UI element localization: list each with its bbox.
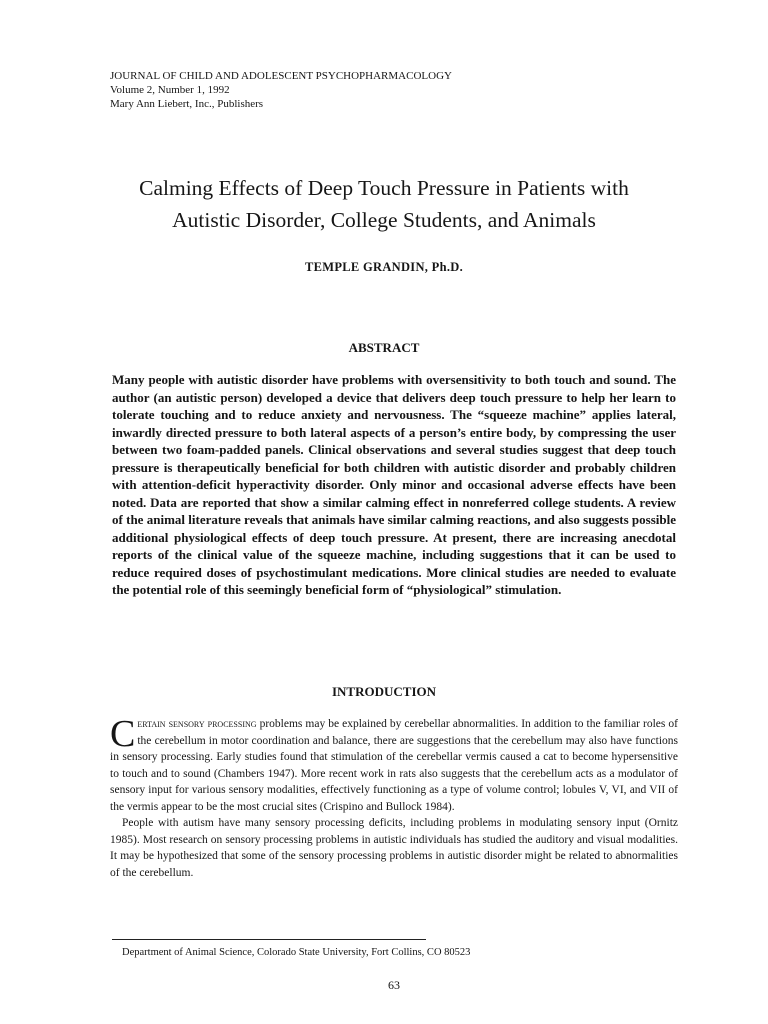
lead-small-caps: ertain sensory processing — [137, 718, 257, 730]
article-title-line1: Calming Effects of Deep Touch Pressure in Patients with — [139, 176, 629, 200]
journal-header — [110, 69, 452, 111]
footnote-rule — [112, 939, 426, 940]
affiliation-footnote: Department of Animal Science, Colorado State University, Fort Collins, CO 80523 — [122, 947, 471, 958]
paragraph-1-text: problems may be explained by cerebellar abnormalities. In addition to the familiar roles of the cerebellum in motor coordination and balance, there are suggestions that the cerebellum may also have functions in sensory processing. Early studies found that stimulation of the cerebellar vermis caused a cat to become hypersensitive to touch and to sound (Chambers 1947). More recent work in rats also suggests that the cerebellum acts as a modulator of sensory input for various sensory modalities, effectively functioning as a type of volume control; lobules V, VI, and VII of the vermis appear to be the most crucial sites (Crispino and Bullock 1984). — [110, 718, 678, 813]
article-title-line2: Autistic Disorder, College Students, and Animals — [172, 208, 596, 232]
introduction-body — [110, 713, 678, 881]
article-title — [80, 172, 688, 236]
introduction-heading: INTRODUCTION — [331, 684, 436, 699]
introduction-paragraph-2: People with autism have many sensory processing deficits, including problems in modulating sensory input (Ornitz 1985). Most research on sensory processing problems in autistic individuals has studied the auditory and visual modalities. It may be hypothesized that some of the sensory processing problems in autistic disorder might be related to abnormalities of the cerebellum. — [110, 817, 678, 879]
drop-cap: C — [110, 713, 136, 755]
page-number: 63 — [388, 978, 400, 992]
journal-publisher: Mary Ann Liebert, Inc., Publishers — [110, 98, 264, 110]
journal-name: JOURNAL OF CHILD AND ADOLESCENT PSYCHOPHARMACOLOGY — [110, 70, 452, 82]
abstract-text: Many people with autistic disorder have problems with oversensitivity to both touch and sound. The author (an autistic person) developed a device that delivers deep touch pressure to help her learn to tolerate touching and to reduce anxiety and nervousness. The “squeeze machine” applies lateral, inwardly directed pressure to both lateral aspects of a person’s entire body, by compressing the user between two foam-padded panels. Clinical observations and several studies suggest that deep touch pressure is therapeutically beneficial for both children with autistic disorder and probably children with attention-deficit hyperactivity disorder. Only minor and occasional adverse effects have been noted. Data are reported that show a similar calming effect in nonreferred college students. A review of the animal literature reveals that animals have similar calming reactions, and also suggests possible additional physiological effects of deep touch pressure. At present, there are increasing anecdotal reports of the clinical value of the squeeze machine, including suggestions that it can be used to reduce required doses of psychostimulant medications. More clinical studies are needed to evaluate the potential role of this seemingly beneficial form of “physiological” stimulation. — [112, 372, 676, 597]
journal-volume: Volume 2, Number 1, 1992 — [110, 84, 230, 96]
abstract-heading: ABSTRACT — [348, 340, 420, 355]
introduction-paragraph-1 — [110, 713, 678, 815]
article-author: TEMPLE GRANDIN, Ph.D. — [304, 260, 464, 274]
